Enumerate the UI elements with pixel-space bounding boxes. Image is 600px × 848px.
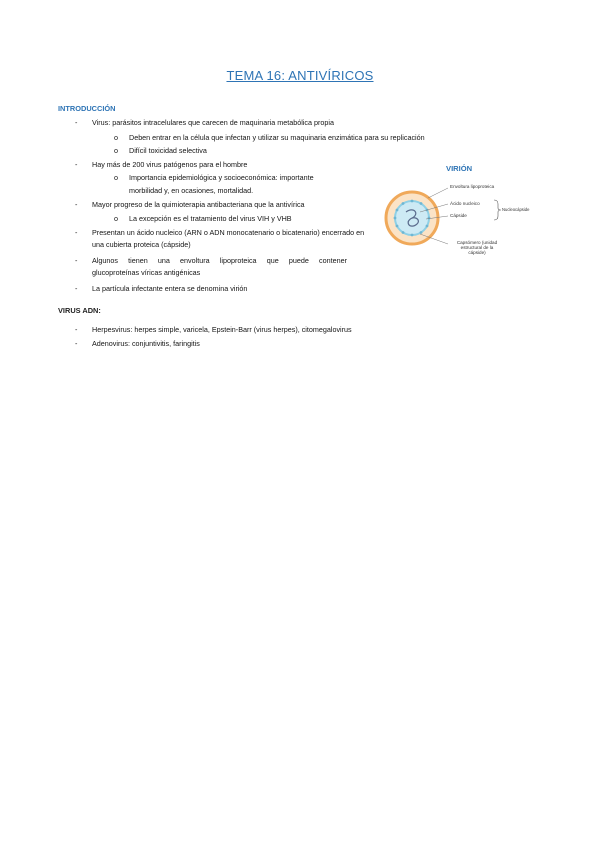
bullet-circle: o: [114, 133, 118, 142]
word: puede: [288, 256, 309, 265]
list-item: [92, 256, 347, 265]
sub-list-item: Importancia epidemiológica y socioeconómica: importante: [129, 173, 314, 182]
figure-title: VIRIÓN: [446, 164, 473, 173]
label-capsomero-line-2: estructural de la: [460, 245, 494, 251]
label-envoltura: Envoltura lipoproteica: [450, 184, 495, 189]
bullet-dash: -: [75, 284, 78, 293]
word: envoltura: [180, 256, 210, 265]
word: Algunos: [92, 256, 118, 265]
word: lipoproteica: [219, 256, 257, 265]
bullet-circle: o: [114, 214, 118, 223]
bullet-dash: -: [75, 118, 78, 127]
list-item: Hay más de 200 virus patógenos para el hombre: [92, 160, 248, 169]
bullet-dash: -: [75, 256, 78, 265]
section-heading-virus-adn: VIRUS ADN:: [58, 306, 101, 315]
label-capsomero: [452, 240, 502, 256]
list-item: Presentan un ácido nucleico (ARN o ADN monocatenario o bicatenario) encerrado en: [92, 228, 365, 237]
virion-figure: [382, 162, 530, 330]
word: que: [266, 256, 279, 265]
bullet-dash: -: [75, 160, 78, 169]
list-item-continuation: una cubierta proteica (cápside): [92, 240, 191, 249]
sub-list-item: La excepción es el tratamiento del virus VIH y VHB: [129, 214, 292, 223]
list-item-continuation: glucoproteínas víricas antigénicas: [92, 268, 201, 277]
word: contener: [319, 256, 347, 265]
label-capsomero-line-1: Capsómero (unidad: [456, 240, 498, 245]
bullet-dash: -: [75, 339, 78, 348]
page-title: TEMA 16: ANTIVÍRICOS: [226, 68, 374, 83]
sub-list-item-continuation: morbilidad y, en ocasiones, mortalidad.: [129, 186, 254, 195]
label-nucleocapside: Nucleocápside: [502, 207, 530, 212]
section-heading-introduccion: INTRODUCCIÓN: [58, 104, 116, 113]
bullet-dash: -: [75, 200, 78, 209]
list-item: Adenovirus: conjuntivitis, faringitis: [92, 339, 200, 348]
nucleocapside-bracket: [494, 200, 501, 220]
bullet-dash: -: [75, 228, 78, 237]
list-item: Mayor progreso de la quimioterapia antibacteriana que la antivírica: [92, 200, 305, 209]
sub-list-item: Difícil toxicidad selectiva: [129, 146, 207, 155]
list-item: La partícula infectante entera se denomina virión: [92, 284, 248, 293]
bullet-dash: -: [75, 325, 78, 334]
word: tienen: [128, 256, 148, 265]
list-item: Virus: parásitos intracelulares que carecen de maquinaria metabólica propia: [92, 118, 334, 127]
bullet-circle: o: [114, 173, 118, 182]
bullet-circle: o: [114, 146, 118, 155]
list-item: Herpesvirus: herpes simple, varicela, Epstein-Barr (virus herpes), citomegalovirus: [92, 325, 352, 334]
label-capsomero-line-3: cápside): [468, 250, 486, 256]
justified-text: [92, 256, 347, 265]
word: una: [157, 256, 170, 265]
label-capside: Cápside: [450, 213, 467, 218]
label-acido-nucleico: Ácido nucleico: [450, 201, 480, 206]
sub-list-item: Deben entrar en la célula que infectan y utilizar su maquinaria enzimática para su replicación: [129, 133, 425, 142]
